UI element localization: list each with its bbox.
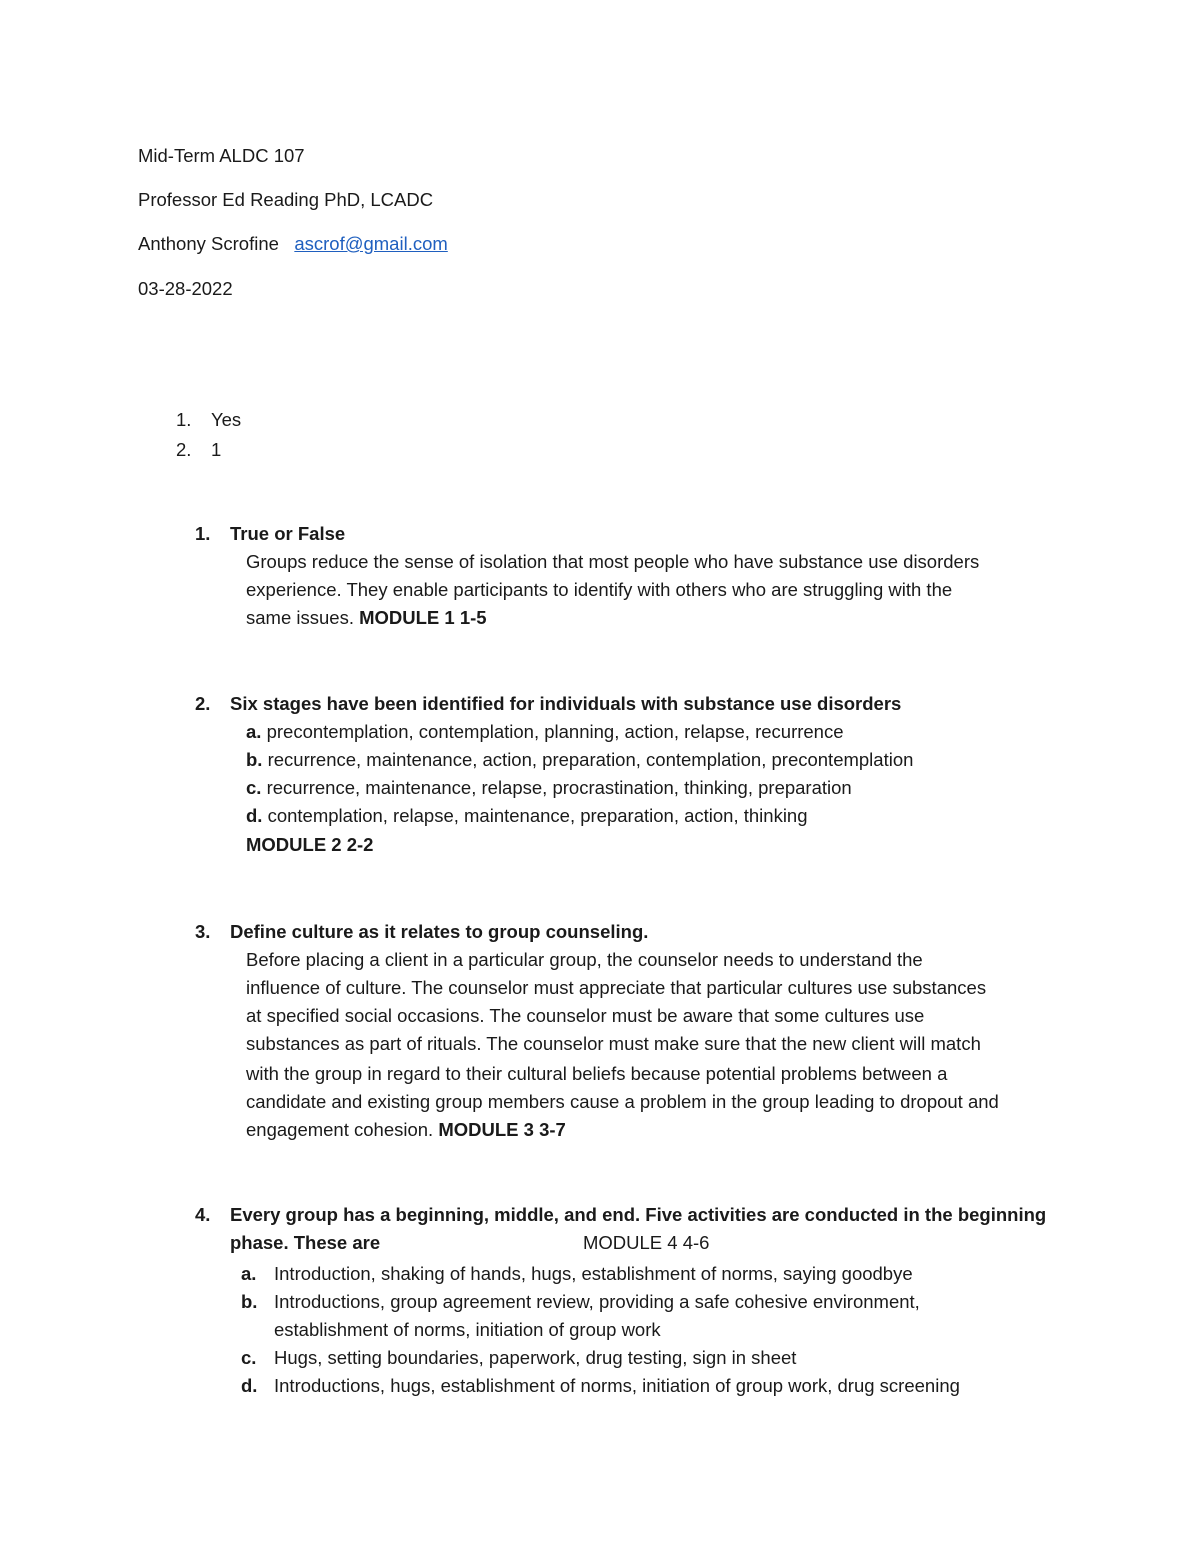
- module-reference: MODULE 1 1-5: [359, 607, 487, 628]
- option: c. recurrence, maintenance, relapse, procrastination, thinking, preparation: [246, 777, 852, 798]
- option: a. precontemplation, contemplation, planning, action, relapse, recurrence: [246, 721, 844, 742]
- option-letter: b.: [241, 1291, 258, 1312]
- professor-line: Professor Ed Reading PhD, LCADC: [138, 189, 434, 210]
- list-item: 1: [211, 439, 222, 460]
- question-prompt: True or False: [230, 523, 346, 544]
- option-continuation: establishment of norms, initiation of group work: [274, 1319, 661, 1340]
- option-letter: a.: [241, 1263, 257, 1284]
- answer-line: Groups reduce the sense of isolation that most people who have substance use disorders: [246, 551, 980, 572]
- module-reference: MODULE 3 3-7: [438, 1119, 566, 1140]
- answer-line: influence of culture. The counselor must appreciate that particular cultures use substances: [246, 977, 987, 998]
- student-name: Anthony Scrofine: [138, 233, 279, 254]
- option: Introduction, shaking of hands, hugs, establishment of norms, saying goodbye: [274, 1263, 913, 1284]
- answer-line: same issues. MODULE 1 1-5: [246, 607, 487, 628]
- question-number: 4.: [195, 1204, 211, 1225]
- answer-line: engagement cohesion. MODULE 3 3-7: [246, 1119, 566, 1140]
- course-title: Mid-Term ALDC 107: [138, 145, 305, 166]
- student-line: [138, 232, 448, 256]
- option: Introductions, hugs, establishment of norms, initiation of group work, drug screening: [274, 1375, 960, 1396]
- answer-line: experience. They enable participants to identify with others who are struggling with the: [246, 579, 953, 600]
- option: Introductions, group agreement review, providing a safe cohesive environment,: [274, 1291, 920, 1312]
- question-number: 1.: [195, 523, 211, 544]
- answer-line: substances as part of rituals. The counselor must make sure that the new client will match: [246, 1033, 981, 1054]
- option-letter: d.: [241, 1375, 258, 1396]
- answer-line: Before placing a client in a particular group, the counselor needs to understand the: [246, 949, 923, 970]
- question-prompt: Define culture as it relates to group counseling.: [230, 921, 649, 942]
- option: Hugs, setting boundaries, paperwork, drug testing, sign in sheet: [274, 1347, 797, 1368]
- option: d. contemplation, relapse, maintenance, preparation, action, thinking: [246, 805, 808, 826]
- answer-line: at specified social occasions. The counselor must be aware that some cultures use: [246, 1005, 925, 1026]
- answer-line: candidate and existing group members cause a problem in the group leading to dropout and: [246, 1091, 999, 1112]
- module-reference: MODULE 4 4-6: [583, 1232, 710, 1253]
- question-number: 2.: [195, 693, 211, 714]
- date: 03-28-2022: [138, 278, 233, 299]
- list-item: Yes: [211, 409, 242, 430]
- answer-line: with the group in regard to their cultural beliefs because potential problems between a: [246, 1063, 948, 1084]
- student-email-link[interactable]: ascrof@gmail.com: [294, 233, 448, 254]
- list-item-number: 2.: [176, 439, 192, 460]
- question-number: 3.: [195, 921, 211, 942]
- question-prompt: Every group has a beginning, middle, and end. Five activities are conducted in the beginning: [230, 1204, 1047, 1225]
- question-prompt: Six stages have been identified for individuals with substance use disorders: [230, 693, 902, 714]
- option-letter: c.: [241, 1347, 257, 1368]
- module-reference: MODULE 2 2-2: [246, 834, 374, 855]
- option: b. recurrence, maintenance, action, preparation, contemplation, precontemplation: [246, 749, 914, 770]
- list-item-number: 1.: [176, 409, 192, 430]
- question-prompt: phase. These are: [230, 1232, 381, 1253]
